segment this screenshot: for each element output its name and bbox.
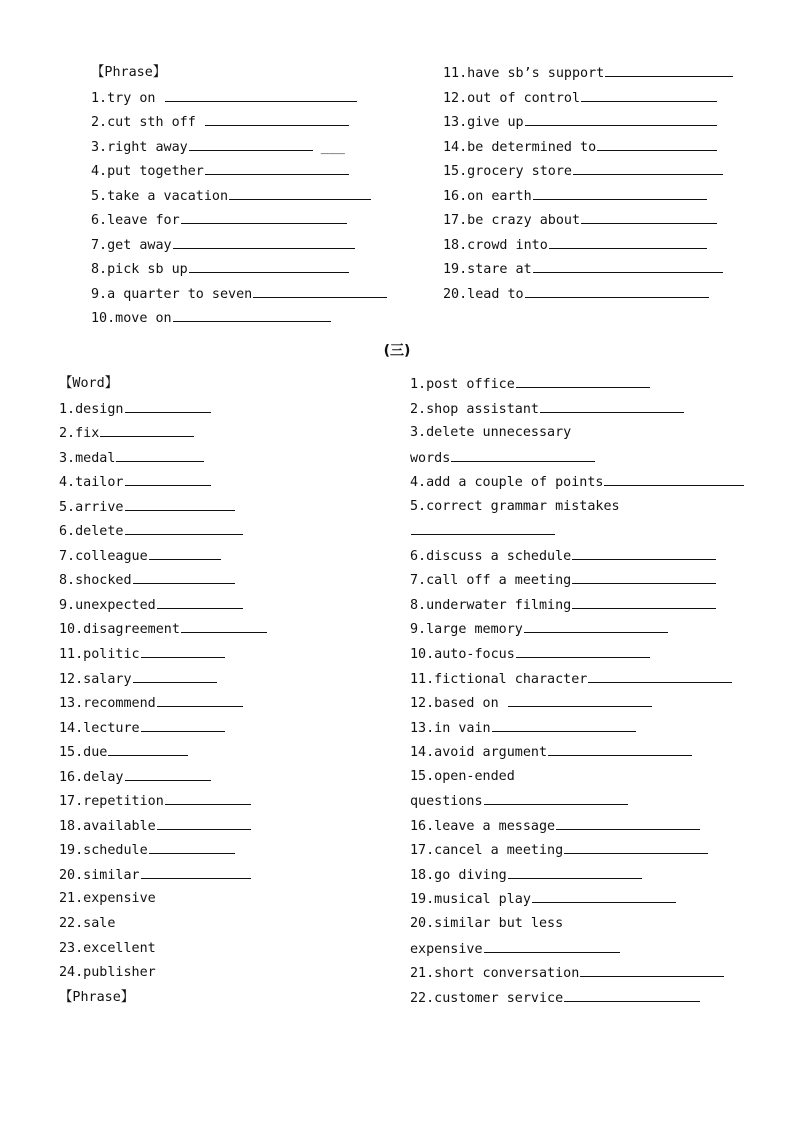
vocab-item xyxy=(410,372,744,397)
vocab-item xyxy=(410,691,744,716)
vocab-item xyxy=(410,667,744,692)
vocab-item xyxy=(59,716,267,741)
vocab-item-label: 7.get away xyxy=(91,237,172,253)
vocab-item-label: 5.take a vacation xyxy=(91,188,229,204)
answer-blank[interactable] xyxy=(189,135,313,151)
vocab-item-label: 12.based on xyxy=(410,696,507,712)
vocab-item xyxy=(410,789,744,814)
vocab-item-label: 1.design xyxy=(59,401,124,417)
answer-blank[interactable] xyxy=(141,863,251,879)
vocab-item-label: 9.unexpected xyxy=(59,597,156,613)
answer-blank[interactable] xyxy=(564,838,708,854)
vocab-item xyxy=(91,110,387,135)
vocab-item xyxy=(59,937,267,962)
answer-blank[interactable] xyxy=(492,716,636,732)
vocab-item xyxy=(91,159,387,184)
vocab-item xyxy=(59,838,267,863)
answer-blank[interactable] xyxy=(157,593,243,609)
answer-blank[interactable] xyxy=(581,208,717,224)
vocab-item xyxy=(59,863,267,888)
vocab-item-label: 2.cut sth off xyxy=(91,115,204,131)
vocab-item xyxy=(59,372,267,397)
vocab-item xyxy=(59,740,267,765)
vocab-item-label: 19.stare at xyxy=(443,262,532,278)
vocab-item xyxy=(410,519,744,544)
answer-blank[interactable] xyxy=(484,789,628,805)
answer-blank[interactable] xyxy=(141,642,225,658)
vocab-item xyxy=(410,986,744,1011)
vocab-item-label: 20.similar xyxy=(59,867,140,883)
vocab-item xyxy=(410,961,744,986)
vocab-item xyxy=(443,159,733,184)
vocab-item xyxy=(443,61,733,86)
answer-blank[interactable] xyxy=(189,257,349,273)
vocab-item-label: 3.right away xyxy=(91,139,188,155)
answer-blank[interactable] xyxy=(133,568,235,584)
top-right-phrase-column xyxy=(443,61,733,306)
vocab-item-label: 9.a quarter to seven xyxy=(91,286,253,302)
vocab-item xyxy=(59,617,267,642)
vocab-item-label: 4.put together xyxy=(91,164,204,180)
vocab-item-label: 20.lead to xyxy=(443,286,524,302)
vocab-item xyxy=(410,740,744,765)
vocab-item-label: 18.available xyxy=(59,818,156,834)
vocab-item xyxy=(91,184,387,209)
answer-blank[interactable] xyxy=(157,691,243,707)
vocab-item-label: 15.open-ended xyxy=(410,768,515,784)
answer-blank[interactable] xyxy=(451,446,595,462)
vocab-item xyxy=(410,568,744,593)
vocab-item-label: 24.publisher xyxy=(59,965,156,981)
vocab-item xyxy=(59,814,267,839)
vocab-item xyxy=(443,257,733,282)
answer-blank[interactable] xyxy=(581,86,717,102)
vocab-item xyxy=(91,208,387,233)
vocab-item xyxy=(59,568,267,593)
answer-blank[interactable] xyxy=(533,184,707,200)
answer-blank[interactable] xyxy=(165,789,251,805)
vocab-item-label: 10.move on xyxy=(91,311,172,327)
answer-blank[interactable] xyxy=(548,740,692,756)
vocab-item xyxy=(59,961,267,986)
answer-blank[interactable] xyxy=(181,208,347,224)
vocab-item-label: 17.be crazy about xyxy=(443,213,581,229)
vocab-item-label: 5.arrive xyxy=(59,499,124,515)
vocab-item xyxy=(91,86,387,111)
answer-blank[interactable] xyxy=(525,282,709,298)
answer-blank[interactable] xyxy=(572,593,716,609)
vocab-item-label: questions xyxy=(410,794,483,810)
vocab-item-label: 5.correct grammar mistakes xyxy=(410,498,620,514)
bottom-right-phrase-column xyxy=(410,372,744,1010)
vocab-item-label: 21.expensive xyxy=(59,891,156,907)
answer-blank[interactable] xyxy=(516,642,650,658)
answer-blank[interactable] xyxy=(564,986,700,1002)
vocab-item-label: 8.underwater filming xyxy=(410,597,572,613)
vocab-item-label: 21.short conversation xyxy=(410,966,580,982)
vocab-item-label: 7.colleague xyxy=(59,548,148,564)
vocab-item xyxy=(443,233,733,258)
vocab-item-label: 14.avoid argument xyxy=(410,745,548,761)
answer-blank[interactable] xyxy=(173,306,331,322)
answer-blank[interactable] xyxy=(157,814,251,830)
vocab-item-label: 4.tailor xyxy=(59,475,124,491)
vocab-item-label: 16.on earth xyxy=(443,188,532,204)
vocab-item-label: 6.delete xyxy=(59,524,124,540)
vocab-item-label: 1.try on xyxy=(91,90,164,106)
answer-blank[interactable] xyxy=(556,814,700,830)
vocab-item-label: 13.recommend xyxy=(59,696,156,712)
answer-blank[interactable] xyxy=(133,667,217,683)
vocab-item xyxy=(91,306,387,331)
answer-blank[interactable] xyxy=(141,716,225,732)
answer-blank[interactable] xyxy=(125,495,235,511)
answer-blank[interactable] xyxy=(580,961,724,977)
vocab-item-label: 15.due xyxy=(59,745,108,761)
answer-blank[interactable] xyxy=(149,838,235,854)
vocab-item xyxy=(410,495,744,520)
bottom-left-word-column xyxy=(59,372,267,1010)
vocab-item-label: 4.add a couple of points xyxy=(410,475,604,491)
answer-blank[interactable] xyxy=(572,544,716,560)
answer-blank[interactable] xyxy=(411,519,555,535)
vocab-item xyxy=(443,282,733,307)
section-title: (三) xyxy=(383,343,411,359)
vocab-item xyxy=(59,986,267,1011)
vocab-item xyxy=(59,397,267,422)
answer-blank[interactable] xyxy=(116,446,204,462)
vocab-item-label: 17.repetition xyxy=(59,794,164,810)
vocab-item xyxy=(59,667,267,692)
answer-blank[interactable] xyxy=(533,257,723,273)
vocab-item-label: 11.politic xyxy=(59,647,140,663)
answer-blank[interactable] xyxy=(205,110,349,126)
vocab-item xyxy=(410,421,744,446)
vocab-item xyxy=(410,716,744,741)
answer-blank[interactable] xyxy=(125,765,211,781)
vocab-item xyxy=(410,593,744,618)
vocab-item xyxy=(59,912,267,937)
vocab-item xyxy=(91,233,387,258)
vocab-item-label: 19.musical play xyxy=(410,892,531,908)
vocab-item xyxy=(59,765,267,790)
vocab-item xyxy=(59,593,267,618)
answer-blank[interactable] xyxy=(149,544,221,560)
vocab-item xyxy=(410,397,744,422)
vocab-item xyxy=(410,863,744,888)
vocab-item xyxy=(91,257,387,282)
answer-blank[interactable] xyxy=(253,282,387,298)
vocab-item xyxy=(59,421,267,446)
vocab-item-label: 6.discuss a schedule xyxy=(410,548,572,564)
answer-blank[interactable] xyxy=(165,86,357,102)
answer-blank[interactable] xyxy=(508,691,652,707)
vocab-item xyxy=(410,446,744,471)
vocab-item xyxy=(59,789,267,814)
vocab-item xyxy=(410,814,744,839)
answer-blank[interactable] xyxy=(125,519,243,535)
vocab-item-label: words xyxy=(410,450,451,466)
vocab-item xyxy=(410,617,744,642)
vocab-item xyxy=(59,691,267,716)
answer-blank[interactable] xyxy=(108,740,188,756)
vocab-item-label: 6.leave for xyxy=(91,213,180,229)
answer-blank[interactable] xyxy=(229,184,371,200)
vocab-item xyxy=(59,887,267,912)
answer-blank[interactable] xyxy=(100,421,194,437)
vocab-item xyxy=(59,470,267,495)
answer-blank[interactable] xyxy=(205,159,349,175)
answer-blank[interactable] xyxy=(605,61,733,77)
answer-blank[interactable] xyxy=(549,233,707,249)
answer-blank[interactable] xyxy=(516,372,650,388)
vocab-item xyxy=(59,642,267,667)
vocab-item-label: 【Phrase】 xyxy=(59,989,135,1005)
vocab-item xyxy=(59,519,267,544)
vocab-item-label: 14.be determined to xyxy=(443,139,597,155)
vocab-item xyxy=(91,135,387,160)
vocab-item-label: 10.auto-focus xyxy=(410,647,515,663)
vocab-item xyxy=(410,937,744,962)
vocab-item-label: 2.fix xyxy=(59,426,100,442)
vocab-item xyxy=(410,765,744,790)
vocab-item-label: 12.salary xyxy=(59,671,132,687)
vocab-item-label: 15.grocery store xyxy=(443,164,572,180)
vocab-item-label: 11.fictional character xyxy=(410,671,588,687)
vocab-item-label: 【Word】 xyxy=(59,376,119,391)
vocab-item xyxy=(91,282,387,307)
vocab-item-label: 10.disagreement xyxy=(59,622,180,638)
vocab-item-label: 16.delay xyxy=(59,769,124,785)
vocab-item-label: 1.post office xyxy=(410,377,515,392)
answer-blank[interactable] xyxy=(484,937,620,953)
vocab-item xyxy=(59,495,267,520)
vocab-item-label: 7.call off a meeting xyxy=(410,573,572,589)
answer-blank[interactable] xyxy=(125,470,211,486)
vocab-item xyxy=(443,184,733,209)
vocab-item-label: expensive xyxy=(410,941,483,957)
vocab-item xyxy=(443,208,733,233)
vocab-item-label: 3.delete unnecessary xyxy=(410,425,572,441)
answer-blank[interactable] xyxy=(597,135,717,151)
vocab-item-tail: ___ xyxy=(312,139,345,155)
vocab-item-label: 22.customer service xyxy=(410,990,564,1006)
vocab-item xyxy=(410,642,744,667)
vocab-item-label: 3.medal xyxy=(59,450,116,466)
vocab-item xyxy=(443,86,733,111)
answer-blank[interactable] xyxy=(540,397,684,413)
vocab-item-label: 18.crowd into xyxy=(443,237,548,253)
top-left-phrase-column xyxy=(91,61,387,331)
vocab-item xyxy=(410,912,744,937)
vocab-item-label: 8.pick sb up xyxy=(91,262,188,278)
vocab-item-label: 16.leave a message xyxy=(410,818,556,834)
vocab-item-label: 20.similar but less xyxy=(410,916,564,932)
vocab-item-label: 2.shop assistant xyxy=(410,401,539,417)
answer-blank[interactable] xyxy=(532,887,676,903)
vocab-item-label: 17.cancel a meeting xyxy=(410,843,564,859)
answer-blank[interactable] xyxy=(525,110,717,126)
vocab-item-label: 11.have sb’s support xyxy=(443,66,605,81)
answer-blank[interactable] xyxy=(572,568,716,584)
vocab-item-label: 9.large memory xyxy=(410,622,523,638)
vocab-item xyxy=(443,135,733,160)
answer-blank[interactable] xyxy=(508,863,642,879)
vocab-item xyxy=(410,887,744,912)
answer-blank[interactable] xyxy=(604,470,744,486)
answer-blank[interactable] xyxy=(125,397,211,413)
vocab-item-label: 22.sale xyxy=(59,916,116,932)
vocab-item xyxy=(410,838,744,863)
answer-blank[interactable] xyxy=(181,617,267,633)
vocab-item-label: 8.shocked xyxy=(59,573,132,589)
vocab-item xyxy=(91,61,387,86)
vocab-item xyxy=(410,470,744,495)
answer-blank[interactable] xyxy=(524,617,668,633)
answer-blank[interactable] xyxy=(573,159,723,175)
vocab-item-label: 18.go diving xyxy=(410,867,507,883)
vocab-item-label: 13.give up xyxy=(443,115,524,131)
vocab-item-label: 【Phrase】 xyxy=(91,65,167,80)
answer-blank[interactable] xyxy=(173,233,355,249)
vocab-item xyxy=(59,446,267,471)
vocab-item xyxy=(443,110,733,135)
vocab-item-label: 13.in vain xyxy=(410,720,491,736)
vocab-item-label: 19.schedule xyxy=(59,843,148,859)
answer-blank[interactable] xyxy=(588,667,732,683)
vocab-item-label: 23.excellent xyxy=(59,940,156,956)
vocab-item-label: 12.out of control xyxy=(443,90,581,106)
vocab-item xyxy=(410,544,744,569)
vocab-item-label: 14.lecture xyxy=(59,720,140,736)
vocab-item xyxy=(59,544,267,569)
